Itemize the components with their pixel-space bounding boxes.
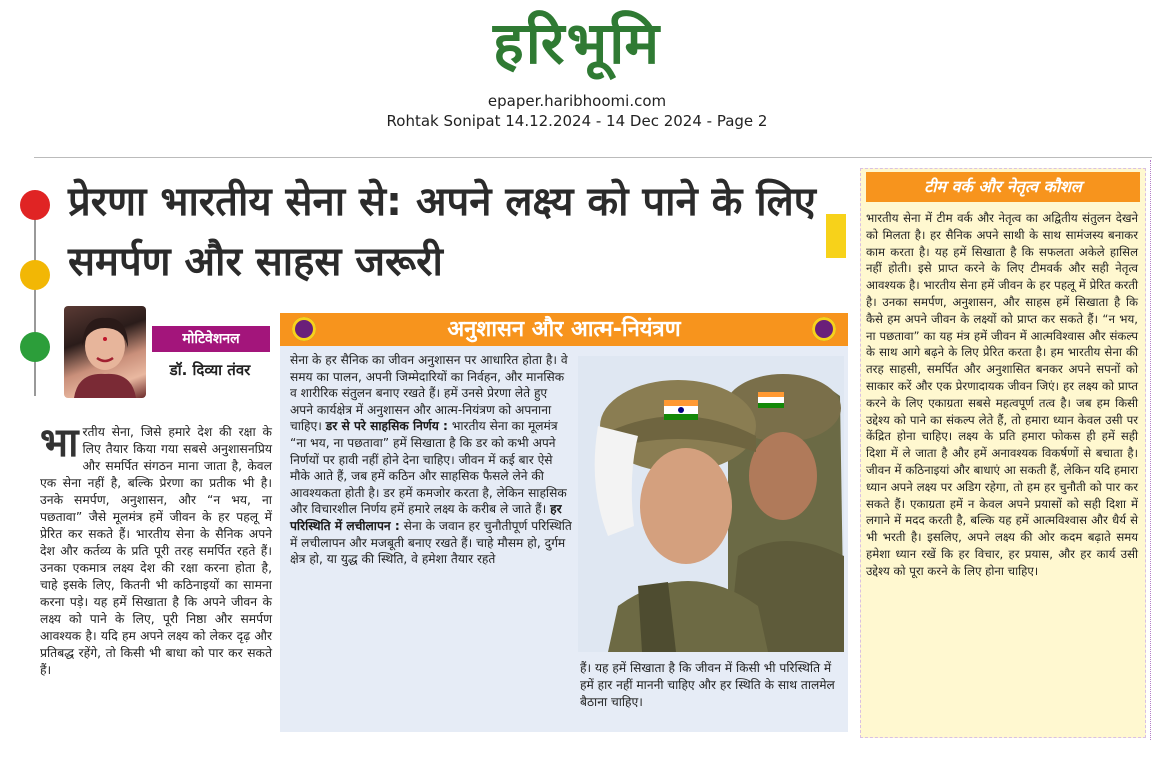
intro-text: रतीय सेना, जिसे हमारे देश की रक्षा के लिए तैयार किया गया सबसे अनुशासनप्रिय और समर्पित संगठन माना जाता है, केवल एक सेना नहीं है, बल्कि प्रेरणा का प्रतीक भी है। उनके समर्पण, अनुशासन, और “न भय, ना पछतावा” जैसे मूलमंत्र हमें जीवन के हर पहलू में प्रेरित कर सकते हैं। भारतीय सेना के सैनिक अपने देश और कर्तव्य के प्रति पूरी तरह समर्पित रहते हैं। उनका एकमात्र लक्ष्य देश की रक्षा करना होता है, चाहे इसके लिए, कितनी भी कठिनाइयों का सामना करना पड़े। यह हमें सिखाता है कि अपने जीवन के लक्ष्य को पाने के लिए, पूरी निष्ठा और समर्पण आवश्यक है। यदि हम अपने लक्ष्य को लेकर दृढ़ और प्रतिबद्ध रहेंगे, तो किसी भी बाधा को पार कर सकते हैं। [40, 425, 272, 677]
green-dot-decoration [20, 332, 50, 362]
author-name: डॉ. दिव्या तंवर [169, 361, 251, 379]
photo-caption: हैं। यह हमें सिखाता है कि जीवन में किसी भी परिस्थिति में हमें हार नहीं माननी चाहिए और हर स्थिति के साथ तालमेल बैठाना चाहिए। [580, 661, 835, 709]
discipline-section-title: अनुशासन और आत्म-नियंत्रण [280, 313, 848, 346]
soldiers-photo [578, 356, 844, 652]
bullet-dot-icon [812, 317, 836, 341]
page-edge-border [1150, 160, 1152, 740]
category-tag: मोटिवेशनल [152, 326, 270, 352]
author-portrait-icon [64, 306, 146, 398]
article-headline: प्रेरणा भारतीय सेना से: अपने लक्ष्य को पाने के लिए समर्पण और साहस जरूरी [68, 179, 816, 285]
header-divider [34, 157, 1152, 158]
bullet-dot-icon [292, 317, 316, 341]
yellow-dot-decoration [20, 260, 50, 290]
dropcap: भा [40, 420, 79, 466]
courage-para: भारतीय सेना का मूलमंत्र “ना भय, ना पछतावा” हमें सिखाता है कि डर को कभी अपने निर्णयों पर हावी नहीं होने देना चाहिए। जीवन में कई बार ऐसे मौके आते हैं, जब हमें कठिन और साहसिक फैसले लेने की आवश्यकता होती है। डर हमें कमजोर करता है, लेकिन साहसिक और विचारशील निर्णय हमें हमारे लक्ष्य के करीब ले जाते हैं। [290, 419, 567, 517]
teamwork-section-text: भारतीय सेना में टीम वर्क और नेतृत्व का अद्वितीय संतुलन देखने को मिलता है। हर सैनिक अपने साथी के साथ सामंजस्य बनाकर काम करता है। यह हमें सिखाता है कि सफलता अकेले हासिल नहीं होती। इसे प्राप्त करने के लिए टीमवर्क और सही नेतृत्व आवश्यक है। भारतीय सेना हमें जीवन के हर पहलू में प्रेरित करती है। उनका समर्पण, अनुशासन, और साहस हमें सिखाता है कि कैसे हम अपने जीवन के लक्ष्यों को प्राप्त कर सकते हैं। “न भय, ना पछतावा” का यह मंत्र हमें जीवन में आत्मविश्वास और संकल्प के साथ आगे बढ़ने के लिए प्रेरित करता है। हम भारतीय सेना की तरह साहसी, समर्पित और अनुशासित बनकर अपने सपनों को साकार करें और एक प्रेरणादायक जीवन जिएं। हर लक्ष्य को प्राप्त करने के लिए एकाग्रता सबसे महत्वपूर्ण तत्व है। जब हम किसी उद्देश्य को पाने का संकल्प लेते हैं, तो हमारा ध्यान केवल उसी पर केंद्रित होना चाहिए। लक्ष्य के प्रति हमारा फोकस ही हमें सही दिशा में ले जाता है और हमें अनावश्यक विकर्षणों से बचाता है। जीवन में कठिनाइयां और बाधाएं आ सकती हैं, लेकिन यदि हमारा ध्यान अपने लक्ष्य पर अडिग रहेगा, तो हम हर चुनौती को पार कर सकते हैं। एकाग्रता हमें न केवल अपने प्रयासों को सही दिशा में लगाने में मदद करती है, बल्कि यह हमें आत्मविश्वास और धैर्य से भी भरती है। इसलिए, अपने लक्ष्य की ओर कदम बढ़ाते समय हमेशा ध्यान रखें कि हर विचार, हर प्रयास, और हर कार्य उसी उद्देश्य को पूरा करने के लिए होना चाहिए। [866, 211, 1138, 578]
intro-column [40, 420, 272, 679]
traffic-light-line [34, 196, 36, 396]
subhead-flexibility: हर परिस्थिति में लचीलापन : [290, 502, 562, 533]
headline-marker [826, 214, 846, 258]
discipline-para: सेना के हर सैनिक का जीवन अनुशासन पर आधारित होता है। वे समय का पालन, अपनी जिम्मेदारियों का निर्वहन, और मानसिक व शारीरिक संतुलन बनाए रखते हैं। हमें उनसे प्रेरणा लेते हुए अपने कार्यक्षेत्र में अनुशासन और आत्म-नियंत्रण को अपनाना चाहिए। [290, 353, 568, 434]
author-photo [64, 306, 146, 398]
site-url: epaper.haribhoomi.com [487, 92, 667, 110]
subhead-courage: डर से परे साहसिक निर्णय : [325, 419, 448, 434]
flexibility-para: सेना के जवान हर चुनौतीपूर्ण परिस्थिति में लचीलापन और मजबूती बनाए रखते हैं। चाहे मौसम हो, दुर्गम क्षेत्र हो, या युद्ध की स्थिति, वे हमेशा तैयार रहते [290, 518, 572, 567]
masthead-logo: हरिभूमि [492, 9, 662, 77]
edition-line: Rohtak Sonipat 14.12.2024 - 14 Dec 2024 - Page 2 [386, 112, 768, 130]
teamwork-section-title: टीम वर्क और नेतृत्व कौशल [866, 172, 1140, 202]
discipline-section-text [290, 352, 572, 568]
saluting-soldiers-illustration [578, 356, 844, 652]
red-dot-decoration [20, 190, 50, 220]
